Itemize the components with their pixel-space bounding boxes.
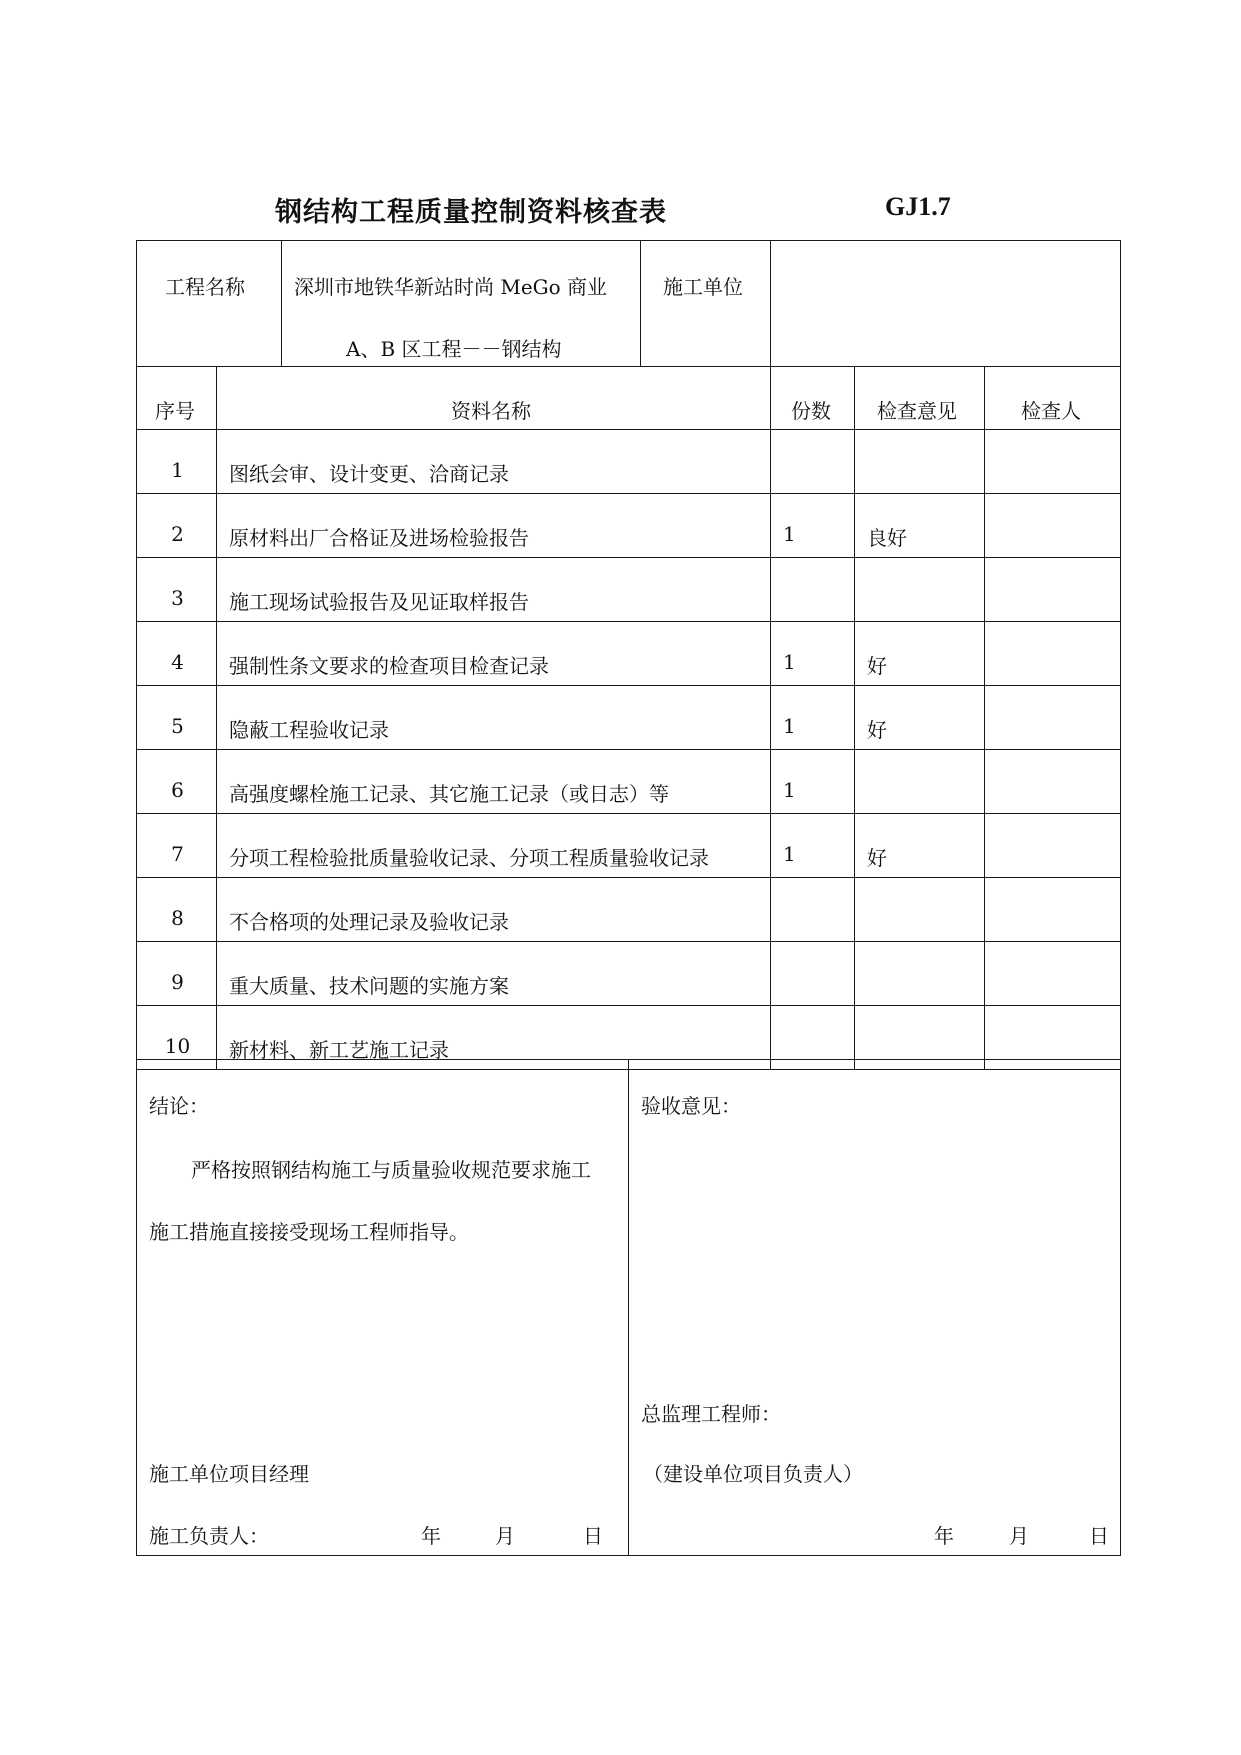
conclusion-text-line2: 施工措施直接接受现场工程师指导。 (149, 1220, 469, 1244)
table-cell-name (216, 621, 771, 686)
contractor-label: 施工单位 (663, 275, 743, 299)
project-value-cell (281, 240, 641, 367)
table-cell-count (770, 621, 855, 686)
col-header-checker-text: 检查人 (1021, 399, 1081, 423)
table-cell-opinion (854, 685, 985, 750)
table-cell-opinion (854, 429, 985, 494)
table-cell-checker (984, 429, 1121, 494)
row-no-text: 9 (171, 970, 184, 994)
table-cell-no (136, 429, 217, 494)
table-cell-no (136, 877, 217, 942)
table-cell-no (136, 813, 217, 878)
table-cell-no (136, 557, 217, 622)
table-cell-checker (984, 941, 1121, 1006)
engineer-label: 总监理工程师： (641, 1402, 781, 1426)
row-no-text: 3 (171, 586, 184, 610)
project-value-line1: 深圳市地铁华新站时尚 MeGo 商业 (294, 275, 608, 299)
table-cell-checker (984, 557, 1121, 622)
row-name-text: 重大质量、技术问题的实施方案 (229, 974, 509, 998)
acceptance-day: 日 (1089, 1524, 1109, 1548)
row-opinion-text: 良好 (867, 526, 907, 550)
table-cell-no (136, 685, 217, 750)
table-cell-count (770, 877, 855, 942)
table-cell-opinion (854, 493, 985, 558)
conclusion-label: 结论： (149, 1094, 209, 1118)
project-value-line2: A、B 区工程－－钢结构 (346, 337, 562, 361)
table-cell-name (216, 557, 771, 622)
responsible-label: 施工负责人： (149, 1524, 269, 1548)
table-cell-checker (984, 813, 1121, 878)
table-cell-count (770, 749, 855, 814)
contractor-value-cell[interactable] (770, 240, 1121, 367)
row-name-text: 不合格项的处理记录及验收记录 (229, 910, 509, 934)
table-cell-count (770, 813, 855, 878)
table-cell-name (216, 749, 771, 814)
row-no-text: 8 (171, 906, 184, 930)
table-cell-name (216, 813, 771, 878)
acceptance-month: 月 (1009, 1524, 1029, 1548)
row-name-text: 分项工程检验批质量验收记录、分项工程质量验收记录 (229, 846, 709, 870)
table-cell-no (136, 621, 217, 686)
table-cell-name (216, 685, 771, 750)
row-no-text: 4 (171, 650, 184, 674)
acceptance-cell (628, 1059, 1121, 1556)
row-opinion-text: 好 (867, 654, 887, 678)
row-count-text: 1 (783, 650, 796, 674)
table-cell-count (770, 685, 855, 750)
row-no-text: 7 (171, 842, 184, 866)
row-count-text: 1 (783, 522, 796, 546)
project-label-cell (136, 240, 282, 367)
acceptance-year: 年 (934, 1524, 954, 1548)
project-label: 工程名称 (165, 275, 245, 299)
col-header-no-text: 序号 (155, 399, 195, 423)
table-cell-checker (984, 621, 1121, 686)
table-cell-checker (984, 877, 1121, 942)
table-cell-name (216, 941, 771, 1006)
row-count-text: 1 (783, 778, 796, 802)
table-cell-name (216, 429, 771, 494)
table-cell-opinion (854, 877, 985, 942)
col-header-opinion-text: 检查意见 (877, 399, 957, 423)
contractor-label-cell (640, 240, 771, 367)
col-header-name-text: 资料名称 (451, 399, 531, 423)
table-cell-opinion (854, 557, 985, 622)
row-name-text: 原材料出厂合格证及进场检验报告 (229, 526, 529, 550)
table-cell-count (770, 429, 855, 494)
conclusion-day: 日 (583, 1524, 603, 1548)
row-name-text: 施工现场试验报告及见证取样报告 (229, 590, 529, 614)
row-no-text: 1 (171, 458, 184, 482)
row-no-text: 10 (164, 1034, 191, 1058)
row-name-text: 图纸会审、设计变更、洽商记录 (229, 462, 509, 486)
manager-label: 施工单位项目经理 (149, 1462, 309, 1486)
row-no-text: 2 (171, 522, 184, 546)
table-cell-checker (984, 493, 1121, 558)
conclusion-text-line1: 严格按照钢结构施工与质量验收规范要求施工 (191, 1158, 591, 1182)
table-cell-opinion (854, 941, 985, 1006)
table-cell-name (216, 493, 771, 558)
row-name-text: 隐蔽工程验收记录 (229, 718, 389, 742)
row-no-text: 6 (171, 778, 184, 802)
table-cell-checker (984, 749, 1121, 814)
col-header-name (216, 366, 771, 430)
col-header-opinion (854, 366, 985, 430)
table-cell-no (136, 493, 217, 558)
conclusion-cell (136, 1059, 629, 1556)
owner-label: （建设单位项目负责人） (643, 1462, 863, 1486)
table-cell-opinion (854, 749, 985, 814)
table-cell-count (770, 493, 855, 558)
row-opinion-text: 好 (867, 718, 887, 742)
table-cell-name (216, 877, 771, 942)
table-cell-checker (984, 685, 1121, 750)
table-cell-no (136, 749, 217, 814)
col-header-checker (984, 366, 1121, 430)
table-cell-count (770, 557, 855, 622)
row-count-text: 1 (783, 714, 796, 738)
col-header-count-text: 份数 (791, 399, 831, 423)
col-header-no (136, 366, 217, 430)
row-no-text: 5 (171, 714, 184, 738)
acceptance-label: 验收意见： (641, 1094, 741, 1118)
row-count-text: 1 (783, 842, 796, 866)
row-name-text: 高强度螺栓施工记录、其它施工记录（或日志）等 (229, 782, 669, 806)
table-cell-opinion (854, 621, 985, 686)
table-cell-no (136, 941, 217, 1006)
table-cell-opinion (854, 813, 985, 878)
table-cell-count (770, 941, 855, 1006)
col-header-count (770, 366, 855, 430)
conclusion-year: 年 (421, 1524, 441, 1548)
document-title: 钢结构工程质量控制资料核查表 (275, 197, 667, 228)
row-opinion-text: 好 (867, 846, 887, 870)
row-name-text: 强制性条文要求的检查项目检查记录 (229, 654, 549, 678)
conclusion-month: 月 (495, 1524, 515, 1548)
document-code: GJ1.7 (885, 192, 951, 221)
row-name-text: 新材料、新工艺施工记录 (229, 1038, 449, 1062)
